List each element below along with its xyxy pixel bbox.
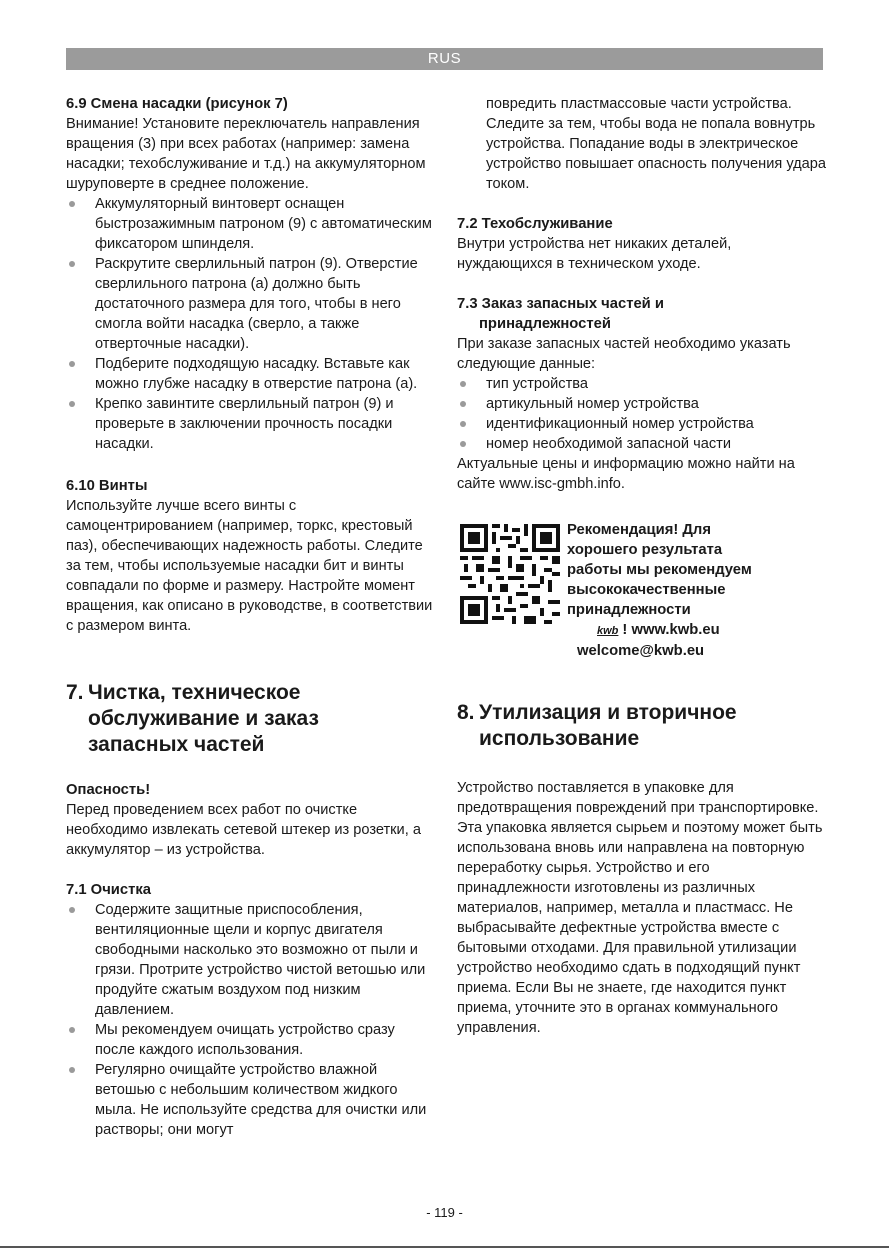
list-item: Подберите подходящую насадку. Вставьте как можно глубже насадку в отверстие патрона (а). xyxy=(66,354,436,394)
section-7-1-title: 7.1 Очистка xyxy=(66,882,151,898)
section-6-10-text: Используйте лучше всего винты с самоцентрированием (например, торкс, крестовый паз), обеспечивающих надежность работы. Следите за тем, чтобы используемые насадки бит и винты совпадали по форме и размеру. Настройте момент вращения, как описано в руководстве, в соответствии с размером винта. xyxy=(66,498,433,634)
section-7-title-line2: обслуживание и заказ xyxy=(88,707,319,730)
right-column xyxy=(457,94,827,1038)
section-6-10-title: 6.10 Винты xyxy=(66,478,148,494)
section-8-title-line1: Утилизация и вторичное xyxy=(479,701,737,724)
language-label: RUS xyxy=(427,50,462,67)
section-7-3-outro: Актуальные цены и информацию можно найти на сайте www.isc-gmbh.info. xyxy=(457,456,795,492)
recommendation-text xyxy=(567,520,827,661)
section-6-9-title: 6.9 Смена насадки (рисунок 7) xyxy=(66,96,288,112)
section-7-title-line3: запасных частей xyxy=(88,733,265,756)
section-7-3-title-line1: 7.3 Заказ запасных частей и xyxy=(457,296,664,312)
section-7-3-title-line2: принадлежностей xyxy=(479,316,611,332)
list-item: Крепко завинтите сверлильный патрон (9) и проверьте в заключении прочность посадки насадки. xyxy=(66,394,436,454)
section-6-9-intro: Внимание! Установите переключатель направления вращения (3) при всех работах (например: замена насадки; техобслуживание и т.д.) на аккумуляторном шуруповерте в среднее положение. xyxy=(66,116,426,192)
section-8-text: Устройство поставляется в упаковке для предотвращения повреждений при транспортировке. Эта упаковка является сырьем и поэтому может быть использована вновь или направлена на повторную переработку сырья. Устройство и его принадлежности изготовлены из различных материалов, например, металла и пластмасс. Не выбрасывайте дефектные устройства вместе с бытовыми отходами. Для правильной утилизации устройство необходимо сдать в подходящий пункт приема. Если Вы не знаете, где находится пункт приема, уточните это в органах коммунального управления. xyxy=(457,780,823,1036)
list-item: Раскрутите сверлильный патрон (9). Отверстие сверлильного патрона (а) должно быть достаточного размера для того, чтобы в него смогла войти насадка (сверло, а также отверточные насадки). xyxy=(66,254,436,354)
list-item: Мы рекомендуем очищать устройство сразу после каждого использования. xyxy=(66,1020,436,1060)
language-header-bar xyxy=(66,48,823,70)
danger-title: Опасность! xyxy=(66,782,151,798)
section-6-9-list xyxy=(66,194,436,454)
recommendation-line5: принадлежности xyxy=(567,602,691,618)
recommendation-line1: Рекомендация! Для xyxy=(567,522,711,538)
section-7-3-intro: При заказе запасных частей необходимо указать следующие данные: xyxy=(457,336,791,372)
left-column xyxy=(66,94,436,1140)
page-number: - 119 - xyxy=(426,1205,463,1220)
section-7-1-continued: повредить пластмассовые части устройства. Следите за тем, чтобы вода не попала вовнутрь устройства. Попадание воды в электрическое устройство повышает опасность получения удара током. xyxy=(486,96,827,192)
bottom-divider xyxy=(0,1246,889,1248)
list-item: номер необходимой запасной части xyxy=(457,434,827,454)
list-item: Аккумуляторный винтоверт оснащен быстрозажимным патроном (9) с автоматическим фиксатором шпинделя. xyxy=(66,194,436,254)
section-7-3-list xyxy=(457,374,827,454)
section-7-number: 7. xyxy=(66,681,84,704)
recommendation-line4: высококачественные xyxy=(567,582,726,598)
section-7-3-title xyxy=(457,294,827,334)
section-7-1-list xyxy=(66,900,436,1140)
section-7-heading xyxy=(66,680,436,758)
list-item: Содержите защитные приспособления, вентиляционные щели и корпус двигателя свободными насколько это возможно от пыли и грязи. Протрите устройство чистой ветошью или продуйте сжатым воздухом под низким давлением. xyxy=(66,900,436,1020)
section-8-number: 8. xyxy=(457,701,475,724)
email-link[interactable]: welcome@kwb.eu xyxy=(577,643,705,659)
kwb-logo: kwb xyxy=(597,625,619,637)
section-8-heading xyxy=(457,700,827,752)
recommendation-line3: работы мы рекомендуем xyxy=(567,562,752,578)
list-item: тип устройства xyxy=(457,374,827,394)
list-item: идентификационный номер устройства xyxy=(457,414,827,434)
list-item: Регулярно очищайте устройство влажной ветошью с небольшим количеством жидкого мыла. Не используйте средства для очистки или растворы; они могут xyxy=(66,1060,436,1140)
list-item: артикульный номер устройства xyxy=(457,394,827,414)
danger-text: Перед проведением всех работ по очистке необходимо извлекать сетевой штекер из розетки, а аккумулятор – из устройства. xyxy=(66,802,421,858)
recommendation-line2: хорошего результата xyxy=(567,542,723,558)
section-7-2-title: 7.2 Техобслуживание xyxy=(457,216,613,232)
section-7-2-text: Внутри устройства нет никаких деталей, нуждающихся в техническом уходе. xyxy=(457,236,732,272)
section-8-title-line2: использование xyxy=(479,727,640,750)
qr-code-icon[interactable] xyxy=(460,524,560,624)
section-7-title-line1: Чистка, техническое xyxy=(88,681,301,704)
recommendation-block xyxy=(457,520,827,660)
website-link[interactable]: ! www.kwb.eu xyxy=(622,622,720,638)
